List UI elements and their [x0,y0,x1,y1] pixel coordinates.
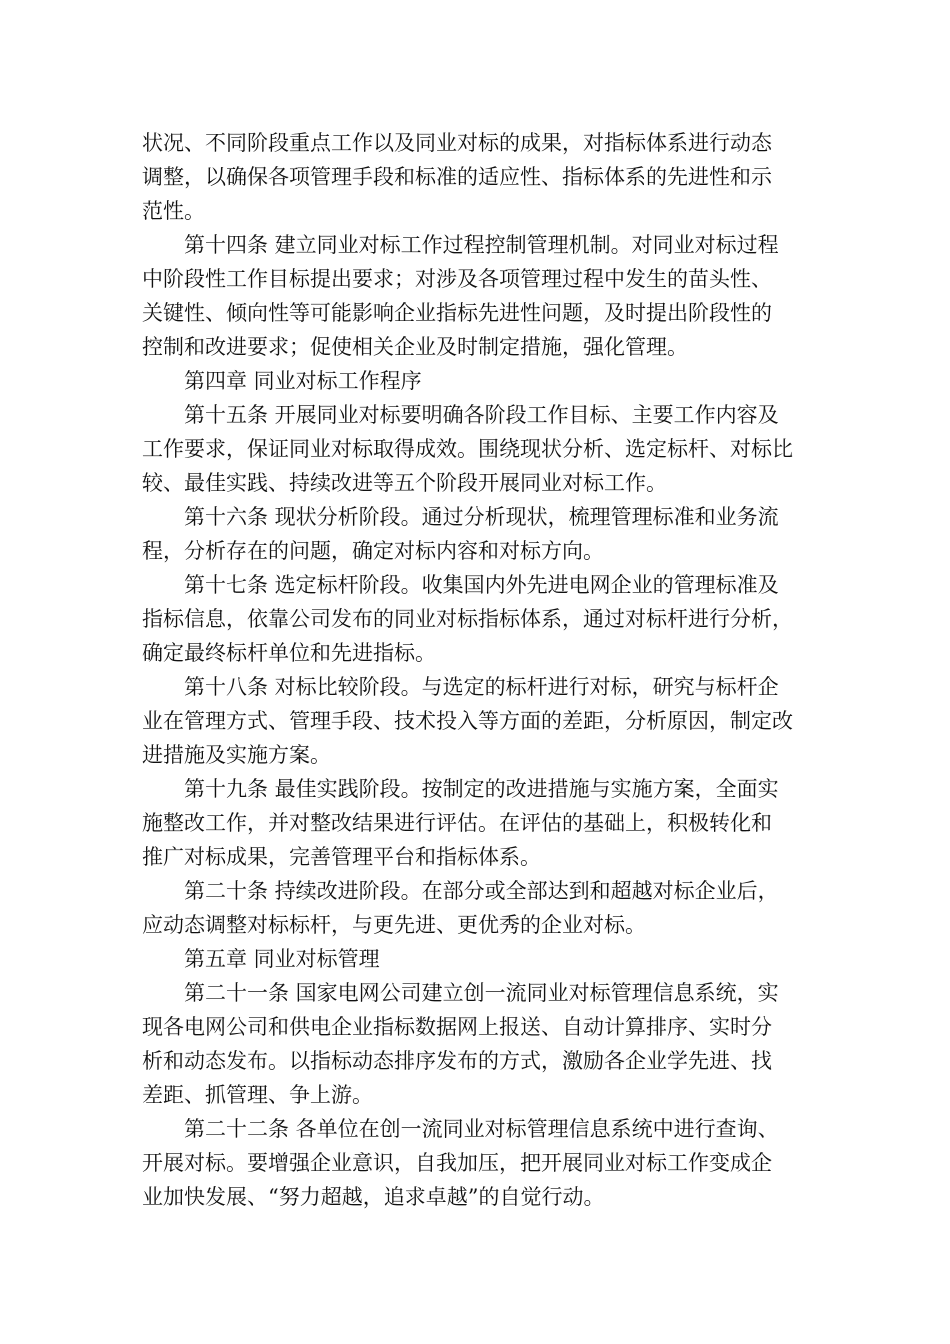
paragraph [142,126,808,228]
text-line: 现各电网公司和供电企业指标数据网上报送、自动计算排序、实时分 [142,1015,772,1039]
text-line: 第十四条 建立同业对标工作过程控制管理机制。对同业对标过程 [184,233,779,257]
text-line: 范性。 [142,199,205,223]
text-line: 差距、抓管理、争上游。 [142,1083,373,1107]
paragraph [142,874,808,942]
text-line: 推广对标成果，完善管理平台和指标体系。 [142,845,541,869]
text-line: 第四章 同业对标工作程序 [184,369,422,393]
paragraph [142,670,808,772]
paragraph [142,364,808,398]
text-line: 工作要求，保证同业对标取得成效。围绕现状分析、选定标杆、对标比 [142,437,793,461]
text-line: 第十六条 现状分析阶段。通过分析现状，梳理管理标准和业务流 [184,505,779,529]
text-line: 较、最佳实践、持续改进等五个阶段开展同业对标工作。 [142,471,667,495]
text-line: 第五章 同业对标管理 [184,947,380,971]
paragraph [142,976,808,1112]
paragraph [142,1112,808,1214]
paragraph [142,500,808,568]
paragraph [142,942,808,976]
text-line: 第二十一条 国家电网公司建立创一流同业对标管理信息系统，实 [184,981,779,1005]
paragraph [142,398,808,500]
text-line: 业在管理方式、管理手段、技术投入等方面的差距，分析原因，制定改 [142,709,793,733]
text-line: 第二十二条 各单位在创一流同业对标管理信息系统中进行查询、 [184,1117,779,1141]
paragraph [142,772,808,874]
text-line: 施整改工作，并对整改结果进行评估。在评估的基础上，积极转化和 [142,811,772,835]
text-line: 控制和改进要求；促使相关企业及时制定措施，强化管理。 [142,335,688,359]
text-line: 析和动态发布。以指标动态排序发布的方式，激励各企业学先进、找 [142,1049,772,1073]
text-line: 状况、不同阶段重点工作以及同业对标的成果，对指标体系进行动态 [142,131,772,155]
text-line: 第十五条 开展同业对标要明确各阶段工作目标、主要工作内容及 [184,403,779,427]
text-line: 中阶段性工作目标提出要求；对涉及各项管理过程中发生的苗头性、 [142,267,772,291]
text-line: 关键性、倾向性等可能影响企业指标先进性问题，及时提出阶段性的 [142,301,772,325]
text-line: 第十九条 最佳实践阶段。按制定的改进措施与实施方案，全面实 [184,777,779,801]
paragraph [142,568,808,670]
document-page [142,126,808,1214]
text-line: 第十八条 对标比较阶段。与选定的标杆进行对标，研究与标杆企 [184,675,779,699]
text-line: 程，分析存在的问题，确定对标内容和对标方向。 [142,539,604,563]
text-line: 确定最终标杆单位和先进指标。 [142,641,436,665]
text-line: 第二十条 持续改进阶段。在部分或全部达到和超越对标企业后， [184,879,779,903]
text-line: 应动态调整对标标杆，与更先进、更优秀的企业对标。 [142,913,646,937]
text-line: 第十七条 选定标杆阶段。收集国内外先进电网企业的管理标准及 [184,573,779,597]
text-line: 开展对标。要增强企业意识，自我加压，把开展同业对标工作变成企 [142,1151,772,1175]
text-line: 业加快发展、“努力超越，追求卓越”的自觉行动。 [142,1185,605,1209]
paragraph [142,228,808,364]
text-line: 调整，以确保各项管理手段和标准的适应性、指标体系的先进性和示 [142,165,772,189]
text-line: 指标信息，依靠公司发布的同业对标指标体系，通过对标杆进行分析， [142,607,793,631]
text-line: 进措施及实施方案。 [142,743,331,767]
